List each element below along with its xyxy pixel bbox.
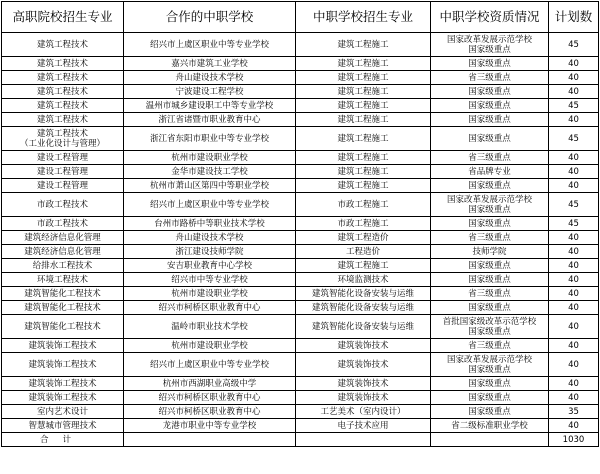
vocational-major-cell: 建筑工程施工 <box>296 127 431 151</box>
table-row <box>2 113 599 127</box>
partner-school-cell: 浙江省东阳市职业中等专业学校 <box>124 127 296 151</box>
vocational-major-cell: 建筑智能化设备安装与运维 <box>296 315 431 339</box>
table-row <box>2 179 599 193</box>
qualification-cell-line: 国家级重点 <box>468 86 511 97</box>
plan-count-cell: 45 <box>549 33 599 57</box>
header-college-major: 高职院校招生专业 <box>2 2 124 33</box>
plan-count-cell: 45 <box>549 127 599 151</box>
partner-school-cell: 绍兴市上虞区职业中等专业学校 <box>124 353 296 377</box>
college-major-cell-line: 建筑工程技术 <box>36 128 88 139</box>
qualification-cell-line: 国家改革发展示范学校 <box>446 194 532 205</box>
qualification-cell <box>431 273 549 287</box>
plan-count-cell: 40 <box>549 165 599 179</box>
qualification-cell-line: 国家级重点 <box>468 392 511 403</box>
partner-school-cell: 安吉职业教育中心学校 <box>124 259 296 273</box>
qualification-cell-line: 国家级重点 <box>468 204 511 215</box>
table-row <box>2 419 599 433</box>
partner-school-cell: 台州市路桥中等职业技术学校 <box>124 217 296 231</box>
qualification-cell <box>431 245 549 259</box>
total-label: 合计 <box>2 433 124 447</box>
vocational-major-cell: 建筑装饰技术 <box>296 339 431 353</box>
qualification-cell-line: 国家级重点 <box>468 364 511 375</box>
total-value: 1030 <box>549 433 599 447</box>
college-major-cell <box>2 245 124 259</box>
vocational-major-cell: 建筑工程施工 <box>296 113 431 127</box>
qualification-cell <box>431 57 549 71</box>
partner-school-cell: 浙江省诸暨市职业教育中心 <box>124 113 296 127</box>
qualification-cell <box>431 71 549 85</box>
table-row <box>2 391 599 405</box>
total-empty-cell <box>124 433 296 447</box>
vocational-major-cell: 市政工程施工 <box>296 193 431 217</box>
partner-school-cell: 杭州市西湖职业高级中学 <box>124 377 296 391</box>
qualification-cell-line: 首批国家级改革示范学校 <box>442 316 537 327</box>
college-major-cell-line: 建筑装饰工程技术 <box>28 378 97 389</box>
college-major-cell <box>2 405 124 419</box>
total-empty-cell <box>296 433 431 447</box>
table-row <box>2 245 599 259</box>
partner-school-cell: 绍兴市上虞区职业中等专业学校 <box>124 33 296 57</box>
college-major-cell-line: 给排水工程技术 <box>32 260 93 271</box>
plan-count-cell: 40 <box>549 353 599 377</box>
college-major-cell <box>2 377 124 391</box>
table-body <box>2 33 599 433</box>
college-major-cell-line: （工业化设计与管理） <box>19 138 105 149</box>
college-major-cell <box>2 57 124 71</box>
partner-school-cell: 绍兴市上虞区职业中等专业学校 <box>124 193 296 217</box>
table-row <box>2 165 599 179</box>
table-row <box>2 301 599 315</box>
vocational-major-cell: 市政工程施工 <box>296 217 431 231</box>
plan-count-cell: 40 <box>549 85 599 99</box>
table-row <box>2 339 599 353</box>
qualification-cell-line: 国家级重点 <box>468 180 511 191</box>
qualification-cell-line: 国家级重点 <box>468 133 511 144</box>
college-major-cell-line: 智慧城市管理技术 <box>28 420 97 431</box>
college-major-cell-line: 建筑工程技术 <box>36 72 88 83</box>
plan-count-cell: 40 <box>549 315 599 339</box>
qualification-cell <box>431 113 549 127</box>
plan-count-cell: 40 <box>549 179 599 193</box>
table-row <box>2 71 599 85</box>
vocational-major-cell: 建筑智能化设备安装与运维 <box>296 301 431 315</box>
vocational-major-cell: 环境监测技术 <box>296 273 431 287</box>
qualification-cell <box>431 259 549 273</box>
college-major-cell-line: 建设工程管理 <box>36 166 88 177</box>
college-major-cell-line: 建筑装饰工程技术 <box>28 392 97 403</box>
qualification-cell <box>431 179 549 193</box>
plan-count-cell: 40 <box>549 301 599 315</box>
qualification-cell <box>431 127 549 151</box>
plan-count-cell: 40 <box>549 273 599 287</box>
college-major-cell <box>2 217 124 231</box>
qualification-cell <box>431 231 549 245</box>
plan-count-cell: 45 <box>549 217 599 231</box>
college-major-cell <box>2 71 124 85</box>
vocational-major-cell: 建筑装饰技术 <box>296 377 431 391</box>
vocational-major-cell: 建筑装饰技术 <box>296 353 431 377</box>
qualification-cell-line: 国家级重点 <box>468 58 511 69</box>
table-row <box>2 57 599 71</box>
enrollment-plan-table <box>1 1 599 447</box>
qualification-cell <box>431 33 549 57</box>
qualification-cell <box>431 287 549 301</box>
vocational-major-cell: 建筑工程施工 <box>296 57 431 71</box>
header-school-qualification: 中职学校资质情况 <box>431 2 549 33</box>
qualification-cell-line: 国家级重点 <box>468 302 511 313</box>
table-row <box>2 85 599 99</box>
college-major-cell <box>2 315 124 339</box>
college-major-cell <box>2 301 124 315</box>
partner-school-cell: 杭州市建设职业学校 <box>124 287 296 301</box>
qualification-cell-line: 省二级标准职业学校 <box>451 420 528 431</box>
qualification-cell <box>431 99 549 113</box>
qualification-cell-line: 省三级重点 <box>468 288 511 299</box>
plan-count-cell: 40 <box>549 245 599 259</box>
plan-count-cell: 40 <box>549 151 599 165</box>
vocational-major-cell: 建筑装饰技术 <box>296 391 431 405</box>
partner-school-cell: 绍兴市柯桥区职业教育中心 <box>124 391 296 405</box>
college-major-cell <box>2 165 124 179</box>
partner-school-cell: 舟山建设技术学校 <box>124 71 296 85</box>
college-major-cell-line: 建筑经济信息化管理 <box>24 246 101 257</box>
vocational-major-cell: 建筑智能化设备安装与运维 <box>296 287 431 301</box>
qualification-cell-line: 国家级重点 <box>468 44 511 55</box>
table-row <box>2 231 599 245</box>
college-major-cell-line: 建筑智能化工程技术 <box>24 288 101 299</box>
qualification-cell-line: 省三级重点 <box>468 72 511 83</box>
college-major-cell-line: 建筑工程技术 <box>36 58 88 69</box>
table-row <box>2 315 599 339</box>
partner-school-cell: 绍兴市柯桥区职业教育中心 <box>124 405 296 419</box>
plan-count-cell: 40 <box>549 339 599 353</box>
header-partner-school: 合作的中职学校 <box>124 2 296 33</box>
college-major-cell <box>2 151 124 165</box>
table-row <box>2 33 599 57</box>
college-major-cell <box>2 127 124 151</box>
plan-count-cell: 40 <box>549 57 599 71</box>
qualification-cell-line: 国家级重点 <box>468 114 511 125</box>
qualification-cell <box>431 301 549 315</box>
qualification-cell-line: 省三级重点 <box>468 152 511 163</box>
college-major-cell-line: 建筑工程技术 <box>36 100 88 111</box>
qualification-cell <box>431 419 549 433</box>
qualification-cell <box>431 391 549 405</box>
vocational-major-cell: 建筑工程施工 <box>296 259 431 273</box>
total-row <box>2 433 599 447</box>
partner-school-cell: 舟山建设技术学校 <box>124 231 296 245</box>
partner-school-cell: 绍兴市中等专业学校 <box>124 273 296 287</box>
qualification-cell-line: 国家改革发展示范学校 <box>446 34 532 45</box>
college-major-cell-line: 室内艺术设计 <box>36 406 88 417</box>
college-major-cell-line: 建筑工程技术 <box>36 39 88 50</box>
partner-school-cell: 龙港市职业中等专业学校 <box>124 419 296 433</box>
qualification-cell-line: 省三级重点 <box>468 340 511 351</box>
vocational-major-cell: 建筑工程施工 <box>296 85 431 99</box>
partner-school-cell: 温岭市职业技术学校 <box>124 315 296 339</box>
table-row <box>2 273 599 287</box>
qualification-cell <box>431 377 549 391</box>
qualification-cell-line: 省三级重点 <box>468 232 511 243</box>
college-major-cell-line: 市政工程技术 <box>36 199 88 210</box>
total-empty-cell <box>431 433 549 447</box>
college-major-cell-line: 建筑工程技术 <box>36 114 88 125</box>
college-major-cell <box>2 231 124 245</box>
qualification-cell-line: 国家级重点 <box>468 406 511 417</box>
qualification-cell-line: 国家级重点 <box>468 326 511 337</box>
vocational-major-cell: 建筑工程施工 <box>296 33 431 57</box>
college-major-cell-line: 建筑装饰工程技术 <box>28 359 97 370</box>
college-major-cell <box>2 353 124 377</box>
college-major-cell <box>2 85 124 99</box>
partner-school-cell: 杭州市建设职业学校 <box>124 151 296 165</box>
plan-count-cell: 35 <box>549 405 599 419</box>
qualification-cell-line: 省品牌专业 <box>468 166 511 177</box>
college-major-cell <box>2 193 124 217</box>
qualification-cell <box>431 193 549 217</box>
college-major-cell <box>2 179 124 193</box>
table-row <box>2 127 599 151</box>
table-row <box>2 287 599 301</box>
qualification-cell <box>431 405 549 419</box>
vocational-major-cell: 电子技术应用 <box>296 419 431 433</box>
college-major-cell <box>2 259 124 273</box>
table-row <box>2 193 599 217</box>
college-major-cell-line: 环境工程技术 <box>36 274 88 285</box>
qualification-cell-line: 国家级重点 <box>468 100 511 111</box>
college-major-cell <box>2 33 124 57</box>
college-major-cell <box>2 287 124 301</box>
qualification-cell <box>431 353 549 377</box>
college-major-cell-line: 建设工程管理 <box>36 180 88 191</box>
partner-school-cell: 宁波建设工程学校 <box>124 85 296 99</box>
college-major-cell-line: 建筑工程技术 <box>36 86 88 97</box>
table-row <box>2 217 599 231</box>
plan-count-cell: 40 <box>549 113 599 127</box>
qualification-cell-line: 国家级重点 <box>468 260 511 271</box>
vocational-major-cell: 建筑工程施工 <box>296 179 431 193</box>
header-plan-count: 计划数 <box>549 2 599 33</box>
vocational-major-cell: 工艺美术（室内设计） <box>296 405 431 419</box>
plan-count-cell: 40 <box>549 419 599 433</box>
qualification-cell <box>431 339 549 353</box>
plan-count-cell: 40 <box>549 391 599 405</box>
table-row <box>2 99 599 113</box>
plan-count-cell: 40 <box>549 71 599 85</box>
college-major-cell <box>2 391 124 405</box>
vocational-major-cell: 建筑工程造价 <box>296 231 431 245</box>
qualification-cell-line: 国家级重点 <box>468 218 511 229</box>
qualification-cell <box>431 85 549 99</box>
qualification-cell <box>431 315 549 339</box>
partner-school-cell: 金华市建设技工学校 <box>124 165 296 179</box>
college-major-cell <box>2 339 124 353</box>
vocational-major-cell: 建筑工程施工 <box>296 71 431 85</box>
vocational-major-cell: 工程造价 <box>296 245 431 259</box>
college-major-cell-line: 市政工程技术 <box>36 218 88 229</box>
partner-school-cell: 杭州市建设职业学校 <box>124 339 296 353</box>
college-major-cell-line: 建筑智能化工程技术 <box>24 321 101 332</box>
college-major-cell <box>2 99 124 113</box>
plan-count-cell: 45 <box>549 99 599 113</box>
college-major-cell <box>2 113 124 127</box>
vocational-major-cell: 建筑工程施工 <box>296 151 431 165</box>
college-major-cell-line: 建筑智能化工程技术 <box>24 302 101 313</box>
partner-school-cell: 浙江建设技师学院 <box>124 245 296 259</box>
qualification-cell <box>431 217 549 231</box>
college-major-cell <box>2 273 124 287</box>
header-row <box>2 2 599 33</box>
table-row <box>2 353 599 377</box>
plan-count-cell: 40 <box>549 231 599 245</box>
college-major-cell-line: 建筑装饰工程技术 <box>28 340 97 351</box>
header-vocational-major: 中职学校招生专业 <box>296 2 431 33</box>
plan-count-cell: 40 <box>549 259 599 273</box>
vocational-major-cell: 建筑工程施工 <box>296 165 431 179</box>
partner-school-cell: 绍兴市柯桥区职业教育中心 <box>124 301 296 315</box>
college-major-cell-line: 建设工程管理 <box>36 152 88 163</box>
college-major-cell <box>2 419 124 433</box>
table-row <box>2 259 599 273</box>
qualification-cell-line: 技师学院 <box>472 246 507 257</box>
plan-count-cell: 40 <box>549 287 599 301</box>
partner-school-cell: 嘉兴市建筑工业学校 <box>124 57 296 71</box>
qualification-cell <box>431 165 549 179</box>
plan-count-cell: 45 <box>549 193 599 217</box>
partner-school-cell: 温州市城乡建设职工中等专业学校 <box>124 99 296 113</box>
table-row <box>2 405 599 419</box>
table-row <box>2 377 599 391</box>
qualification-cell-line: 国家级重点 <box>468 274 511 285</box>
qualification-cell-line: 国家级重点 <box>468 378 511 389</box>
qualification-cell-line: 国家改革发展示范学校 <box>446 354 532 365</box>
plan-count-cell: 40 <box>549 377 599 391</box>
vocational-major-cell: 建筑工程施工 <box>296 99 431 113</box>
partner-school-cell: 杭州市萧山区第四中等职业学校 <box>124 179 296 193</box>
qualification-cell <box>431 151 549 165</box>
table-row <box>2 151 599 165</box>
college-major-cell-line: 建筑经济信息化管理 <box>24 232 101 243</box>
